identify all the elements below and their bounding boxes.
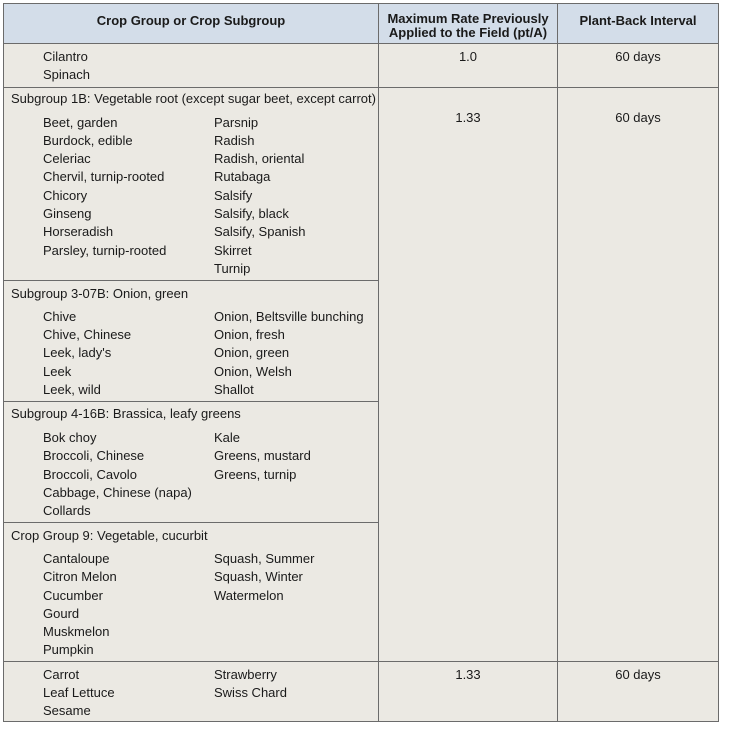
crop-item: Radish, oriental xyxy=(214,151,305,166)
group-title: Crop Group 9: Vegetable, cucurbit xyxy=(11,528,208,543)
crop-item: Chive xyxy=(43,309,77,324)
crop-item: Kale xyxy=(214,430,241,445)
crop-swiss-chard: Swiss Chard xyxy=(214,685,287,700)
crop-item: Cantaloupe xyxy=(43,551,110,566)
header-rate-line2: Applied to the Field (pt/A) xyxy=(388,25,548,40)
row3-interval xyxy=(557,661,719,722)
crop-item: Collards xyxy=(43,503,91,518)
crop-item: Muskmelon xyxy=(43,624,110,639)
crop-carrot: Carrot xyxy=(43,667,80,682)
crop-item: Greens, turnip xyxy=(214,467,297,482)
crop-item: Onion, Beltsville bunching xyxy=(214,309,364,324)
crop-sesame: Sesame xyxy=(43,703,91,718)
crop-item: Onion, fresh xyxy=(214,327,285,342)
row3-interval-value: 60 days xyxy=(615,667,661,682)
header-rate-line1: Maximum Rate Previously xyxy=(387,11,549,26)
row2-rate-value: 1.33 xyxy=(455,110,481,125)
row1-rate-value: 1.0 xyxy=(458,49,478,64)
crop-item: Salsify, Spanish xyxy=(214,224,306,239)
crop-item: Cabbage, Chinese (napa) xyxy=(43,485,192,500)
header-interval xyxy=(557,3,719,44)
crop-item: Bok choy xyxy=(43,430,97,445)
row2-interval xyxy=(557,87,719,662)
row2-interval-value: 60 days xyxy=(615,110,661,125)
crop-item: Leek, lady's xyxy=(43,345,112,360)
crop-item: Cucumber xyxy=(43,588,103,603)
row2-rate xyxy=(378,87,558,662)
crop-item: Leek xyxy=(43,364,72,379)
crop-item: Parsley, turnip-rooted xyxy=(43,243,167,258)
crop-item: Onion, green xyxy=(214,345,290,360)
header-interval-label: Plant-Back Interval xyxy=(579,13,697,28)
row1-interval xyxy=(557,43,719,88)
group-title: Subgroup 3-07B: Onion, green xyxy=(11,286,189,301)
row1-crops xyxy=(3,43,379,88)
crop-strawberry: Strawberry xyxy=(214,667,277,682)
header-crop xyxy=(3,3,379,44)
crop-item: Shallot xyxy=(214,382,254,397)
crop-item: Broccoli, Cavolo xyxy=(43,467,137,482)
crop-item: Greens, mustard xyxy=(214,448,311,463)
row3-rate-value: 1.33 xyxy=(455,667,481,682)
crop-item: Broccoli, Chinese xyxy=(43,448,145,463)
crop-item: Squash, Summer xyxy=(214,551,315,566)
crop-item: Skirret xyxy=(214,243,252,258)
row3-rate xyxy=(378,661,558,722)
crop-item: Pumpkin xyxy=(43,642,94,657)
crop-item: Squash, Winter xyxy=(214,569,303,584)
row3-crops xyxy=(3,661,379,722)
header-rate xyxy=(378,3,558,44)
group-9 xyxy=(3,522,379,662)
crop-leaf-lettuce: Leaf Lettuce xyxy=(43,685,115,700)
group-1b xyxy=(3,87,379,281)
row1-rate xyxy=(378,43,558,88)
crop-item: Chicory xyxy=(43,188,88,203)
crop-item: Leek, wild xyxy=(43,382,101,397)
crop-cilantro: Cilantro xyxy=(43,49,88,64)
row1-interval-value: 60 days xyxy=(615,49,661,64)
group-title: Subgroup 1B: Vegetable root (except sugar beet, except carrot) xyxy=(11,91,376,106)
group-title: Subgroup 4-16B: Brassica, leafy greens xyxy=(11,406,241,421)
crop-item: Radish xyxy=(214,133,255,148)
crop-item: Watermelon xyxy=(214,588,284,603)
crop-item: Rutabaga xyxy=(214,169,271,184)
crop-item: Onion, Welsh xyxy=(214,364,292,379)
crop-item: Chervil, turnip-rooted xyxy=(43,169,165,184)
header-crop-label: Crop Group or Crop Subgroup xyxy=(96,13,286,28)
group-3-07b xyxy=(3,280,379,402)
crop-item: Citron Melon xyxy=(43,569,117,584)
crop-item: Celeriac xyxy=(43,151,91,166)
crop-item: Ginseng xyxy=(43,206,92,221)
crop-item: Burdock, edible xyxy=(43,133,133,148)
crop-item: Gourd xyxy=(43,606,80,621)
crop-item: Salsify xyxy=(214,188,253,203)
crop-item: Salsify, black xyxy=(214,206,289,221)
crop-item: Parsnip xyxy=(214,115,259,130)
group-4-16b xyxy=(3,401,379,523)
crop-item: Turnip xyxy=(214,261,251,276)
crop-item: Beet, garden xyxy=(43,115,118,130)
crop-item: Horseradish xyxy=(43,224,114,239)
crop-spinach: Spinach xyxy=(43,67,90,82)
crop-item: Chive, Chinese xyxy=(43,327,132,342)
